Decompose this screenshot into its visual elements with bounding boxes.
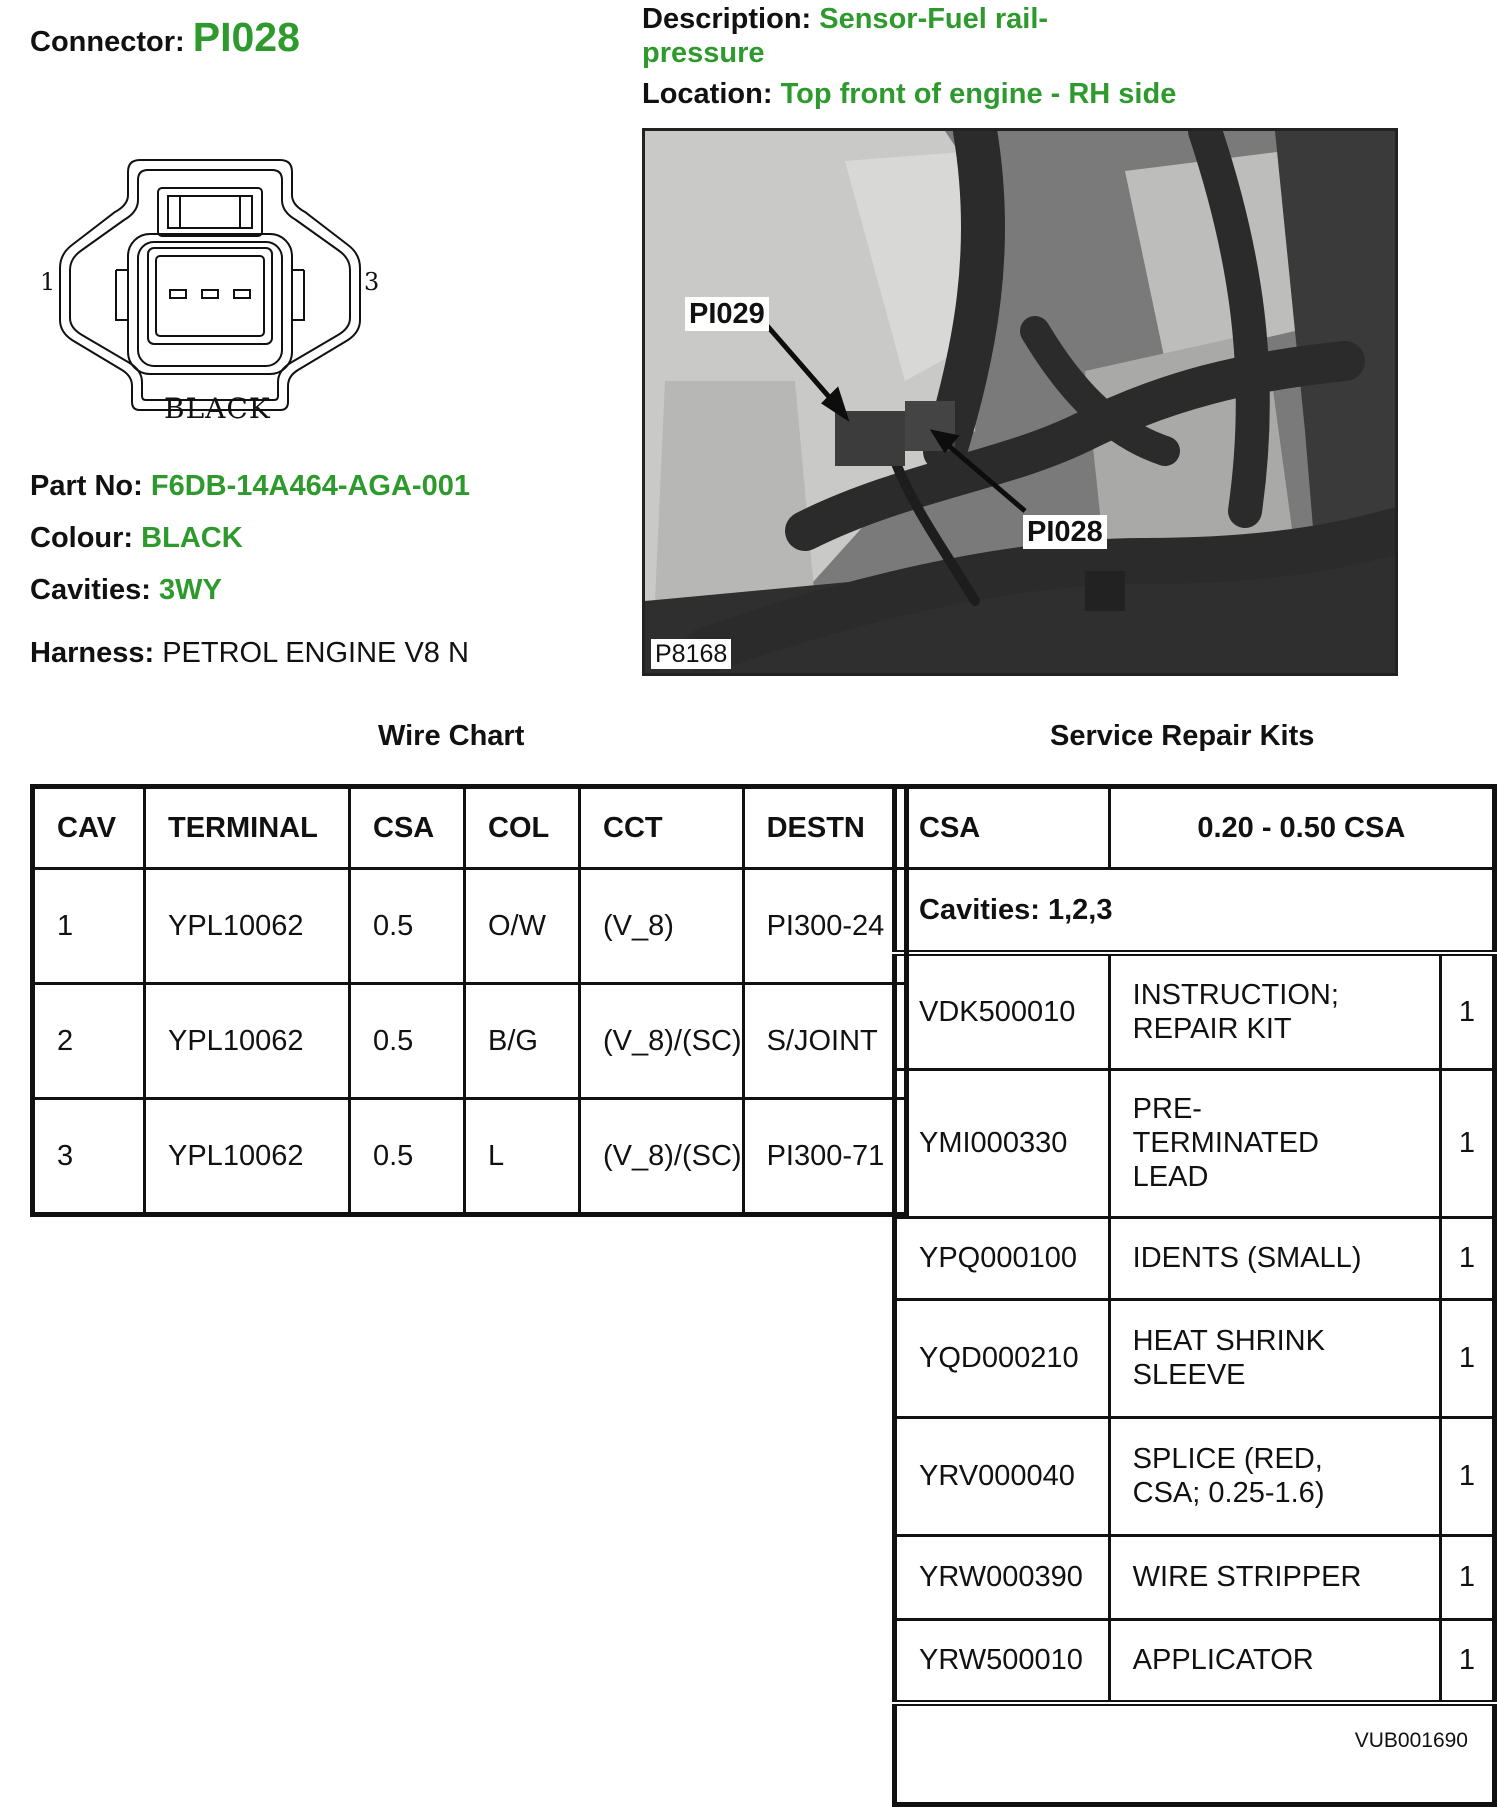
repair-kits-header-row bbox=[895, 787, 1495, 869]
location bbox=[642, 78, 1176, 111]
kit-code: VDK500010 bbox=[895, 953, 1110, 1069]
header-cct: CCT bbox=[580, 787, 744, 869]
cell-terminal: YPL10062 bbox=[145, 984, 350, 1099]
kit-code: YRW000390 bbox=[895, 1535, 1110, 1619]
cell-terminal: YPL10062 bbox=[145, 869, 350, 984]
photo-tag-pi029: PI029 bbox=[685, 297, 769, 331]
header-csa: CSA bbox=[350, 787, 465, 869]
engine-illustration bbox=[645, 131, 1395, 673]
cell-destn: PI300-24 bbox=[743, 869, 906, 984]
kits-header-csa: CSA bbox=[895, 787, 1110, 869]
wire-chart-table bbox=[30, 784, 909, 1217]
cell-csa: 0.5 bbox=[350, 984, 465, 1099]
table-row bbox=[33, 984, 907, 1099]
part-number-label: Part No: bbox=[30, 470, 143, 502]
location-value: Top front of engine - RH side bbox=[780, 78, 1177, 110]
header-cav: CAV bbox=[33, 787, 145, 869]
description-value: Sensor-Fuel rail-pressure bbox=[642, 3, 1049, 69]
location-label: Location: bbox=[642, 78, 773, 110]
kit-description: IDENTS (SMALL) bbox=[1109, 1217, 1440, 1299]
part-number-value: F6DB-14A464-AGA-001 bbox=[150, 470, 470, 502]
table-row bbox=[33, 1099, 907, 1215]
colour-value: BLACK bbox=[141, 522, 243, 554]
kit-description: SPLICE (RED, CSA; 0.25-1.6) bbox=[1109, 1417, 1440, 1535]
harness-value: PETROL ENGINE V8 N bbox=[162, 637, 469, 669]
pin-3-label: 3 bbox=[364, 268, 380, 296]
cell-col: O/W bbox=[465, 869, 580, 984]
kit-code: YPQ000100 bbox=[895, 1217, 1110, 1299]
kits-header-range: 0.20 - 0.50 CSA bbox=[1109, 787, 1494, 869]
cell-cct: (V_8)/(SC) bbox=[580, 1099, 744, 1215]
kits-footer-code: VUB001690 bbox=[895, 1703, 1495, 1805]
harness-label: Harness: bbox=[30, 637, 155, 669]
cell-destn: S/JOINT bbox=[743, 984, 906, 1099]
cell-csa: 0.5 bbox=[350, 1099, 465, 1215]
kit-description: HEAT SHRINK SLEEVE bbox=[1109, 1299, 1440, 1417]
cavities-value: 3WY bbox=[158, 574, 222, 606]
connector-id: PI028 bbox=[192, 14, 300, 60]
description-label: Description: bbox=[642, 3, 812, 35]
kit-code: YRW500010 bbox=[895, 1619, 1110, 1703]
kit-quantity: 1 bbox=[1441, 1535, 1495, 1619]
repair-kits-table bbox=[892, 784, 1497, 1807]
kit-quantity: 1 bbox=[1441, 1417, 1495, 1535]
kit-description: WIRE STRIPPER bbox=[1109, 1535, 1440, 1619]
kit-quantity: 1 bbox=[1441, 1069, 1495, 1217]
repair-kits-title: Service Repair Kits bbox=[1050, 720, 1315, 752]
cavities bbox=[30, 574, 222, 607]
kits-cavities: Cavities: 1,2,3 bbox=[895, 869, 1495, 954]
cell-cav: 1 bbox=[33, 869, 145, 984]
kit-code: YRV000040 bbox=[895, 1417, 1110, 1535]
description bbox=[642, 2, 1142, 70]
wire-chart-header-row bbox=[33, 787, 907, 869]
table-row bbox=[33, 869, 907, 984]
cell-cav: 2 bbox=[33, 984, 145, 1099]
header-col: COL bbox=[465, 787, 580, 869]
table-row bbox=[895, 1217, 1495, 1299]
header-terminal: TERMINAL bbox=[145, 787, 350, 869]
table-row bbox=[895, 1619, 1495, 1703]
kit-code: YQD000210 bbox=[895, 1299, 1110, 1417]
table-row bbox=[895, 1535, 1495, 1619]
header-destn: DESTN bbox=[743, 787, 906, 869]
cell-cav: 3 bbox=[33, 1099, 145, 1215]
pin-1-label: 1 bbox=[40, 268, 56, 296]
connector-heading bbox=[30, 14, 300, 61]
part-number bbox=[30, 470, 470, 503]
colour bbox=[30, 522, 243, 555]
kits-cavities-row bbox=[895, 869, 1495, 954]
kit-description: PRE-TERMINATED LEAD bbox=[1109, 1069, 1440, 1217]
harness bbox=[30, 637, 469, 670]
cell-cct: (V_8) bbox=[580, 869, 744, 984]
table-row bbox=[895, 1069, 1495, 1217]
kit-code: YMI000330 bbox=[895, 1069, 1110, 1217]
cell-col: B/G bbox=[465, 984, 580, 1099]
kits-footer-row bbox=[895, 1703, 1495, 1805]
table-row bbox=[895, 953, 1495, 1069]
table-row bbox=[895, 1417, 1495, 1535]
cell-terminal: YPL10062 bbox=[145, 1099, 350, 1215]
cell-cct: (V_8)/(SC) bbox=[580, 984, 744, 1099]
kit-quantity: 1 bbox=[1441, 953, 1495, 1069]
kit-quantity: 1 bbox=[1441, 1619, 1495, 1703]
diagram-colour-label: BLACK bbox=[164, 392, 271, 425]
table-row bbox=[895, 1299, 1495, 1417]
colour-label: Colour: bbox=[30, 522, 134, 554]
cell-col: L bbox=[465, 1099, 580, 1215]
kit-description: APPLICATOR bbox=[1109, 1619, 1440, 1703]
kit-quantity: 1 bbox=[1441, 1217, 1495, 1299]
photo-code: P8168 bbox=[651, 639, 731, 669]
wire-chart-title: Wire Chart bbox=[378, 720, 525, 752]
cavities-label: Cavities: bbox=[30, 574, 151, 606]
kit-quantity: 1 bbox=[1441, 1299, 1495, 1417]
engine-location-photo bbox=[642, 128, 1398, 676]
connector-label: Connector: bbox=[30, 26, 185, 58]
cell-destn: PI300-71 bbox=[743, 1099, 906, 1215]
photo-tag-pi028: PI028 bbox=[1023, 515, 1107, 549]
kit-description: INSTRUCTION; REPAIR KIT bbox=[1109, 953, 1440, 1069]
cell-csa: 0.5 bbox=[350, 869, 465, 984]
